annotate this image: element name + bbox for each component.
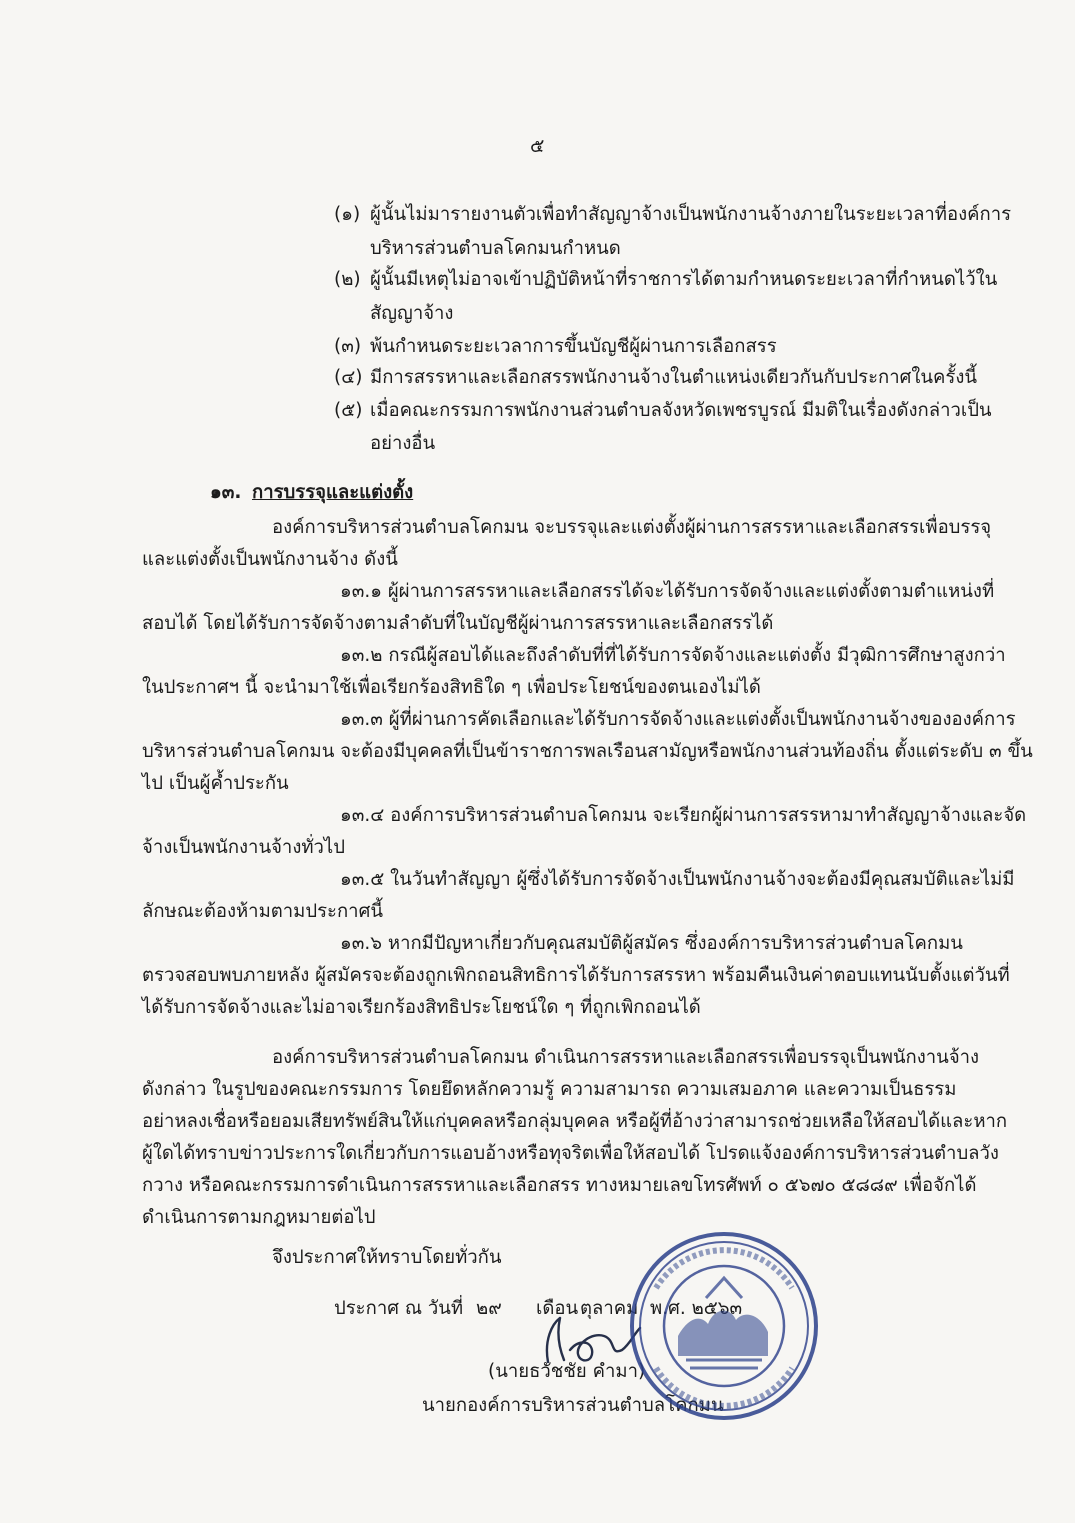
list-item-3-line1: พ้นกำหนดระยะเวลาการขึ้นบัญชีผู้ผ่านการเลือกสรร xyxy=(370,336,777,357)
section-number: ๑๓. xyxy=(210,482,242,503)
closing-line4: ผู้ใดได้ทราบข่าวประการใดเกี่ยวกับการแอบอ้างหรือทุจริตเพื่อให้สอบได้ โปรดแจ้งองค์การบริหารส่วนตำบลวัง xyxy=(142,1143,999,1164)
item-13-3-line2: บริหารส่วนตำบลโคกมน จะต้องมีบุคคลที่เป็นข้าราชการพลเรือนสามัญหรือพนักงานส่วนท้องถิ่น ตั้งแต่ระดับ ๓ ขึ้น xyxy=(142,741,1033,762)
list-item-1-line1: ผู้นั้นไม่มารายงานตัวเพื่อทำสัญญาจ้างเป็นพนักงานจ้างภายในระยะเวลาที่องค์การ xyxy=(370,204,1012,225)
item-13-1-line1: ๑๓.๑ ผู้ผ่านการสรรหาและเลือกสรรได้จะได้รับการจัดจ้างและแต่งตั้งตามตำแหน่งที่ xyxy=(340,581,995,602)
item-13-4-line2: จ้างเป็นพนักงานจ้างทั่วไป xyxy=(142,837,345,858)
section-intro-line2: และแต่งตั้งเป็นพนักงานจ้าง ดังนี้ xyxy=(142,549,398,570)
date-label: ประกาศ ณ วันที่ xyxy=(334,1298,464,1319)
item-13-5-line1: ๑๓.๕ ในวันทำสัญญา ผู้ซึ่งได้รับการจัดจ้างเป็นพนักงานจ้างจะต้องมีคุณสมบัติและไม่มี xyxy=(340,869,1015,890)
list-item-5-line2: อย่างอื่น xyxy=(370,433,436,454)
item-13-1-line2: สอบได้ โดยได้รับการจัดจ้างตามลำดับที่ในบัญชีผู้ผ่านการสรรหาและเลือกสรรได้ xyxy=(142,613,774,634)
page-number: ๕ xyxy=(530,135,545,157)
date-month: ตุลาคม xyxy=(580,1298,639,1319)
list-num-5: (๕) xyxy=(334,400,363,421)
date-month-label: เดือน xyxy=(536,1298,579,1319)
list-item-5-line1: เมื่อคณะกรรมการพนักงานส่วนตำบลจังหวัดเพชรบูรณ์ มีมติในเรื่องดังกล่าวเป็น xyxy=(370,400,992,421)
section-intro-line1: องค์การบริหารส่วนตำบลโคกมน จะบรรจุและแต่งตั้งผู้ผ่านการสรรหาและเลือกสรรเพื่อบรรจุ xyxy=(272,517,992,538)
list-item-4-line1: มีการสรรหาและเลือกสรรพนักงานจ้างในตำแหน่งเดียวกันกับประกาศในครั้งนี้ xyxy=(370,367,978,388)
item-13-5-line2: ลักษณะต้องห้ามตามประกาศนี้ xyxy=(142,901,383,922)
signer-title: นายกองค์การบริหารส่วนตำบลโคกมน xyxy=(422,1395,724,1416)
closing-line2: ดังกล่าว ในรูปของคณะกรรมการ โดยยึดหลักความรู้ ความสามารถ ความเสมอภาค และความเป็นธรรม xyxy=(142,1079,957,1100)
item-13-2-line1: ๑๓.๒ กรณีผู้สอบได้และถึงลำดับที่ที่ได้รับการจัดจ้างและแต่งตั้ง มีวุฒิการศึกษาสูงกว่า xyxy=(340,645,1006,666)
list-num-1: (๑) xyxy=(334,204,361,225)
item-13-2-line2: ในประกาศฯ นี้ จะนำมาใช้เพื่อเรียกร้องสิทธิใด ๆ เพื่อประโยชน์ของตนเองไม่ได้ xyxy=(142,677,761,698)
item-13-6-line3: ได้รับการจัดจ้างและไม่อาจเรียกร้องสิทธิประโยชน์ใด ๆ ที่ถูกเพิกถอนได้ xyxy=(142,997,701,1018)
item-13-6-line1: ๑๓.๖ หากมีปัญหาเกี่ยวกับคุณสมบัติผู้สมัคร ซึ่งองค์การบริหารส่วนตำบลโคกมน xyxy=(340,933,963,954)
date-day: ๒๙ xyxy=(476,1298,502,1319)
list-item-2-line1: ผู้นั้นมีเหตุไม่อาจเข้าปฏิบัติหน้าที่ราชการได้ตามกำหนดระยะเวลาที่กำหนดไว้ใน xyxy=(370,269,998,290)
closing-line5: กวาง หรือคณะกรรมการดำเนินการสรรหาและเลือกสรร ทางหมายเลขโทรศัพท์ ๐ ๕๖๗๐ ๕๘๘๙ เพื่อจักได้ xyxy=(142,1175,977,1196)
official-seal xyxy=(626,1228,822,1424)
announce-text: จึงประกาศให้ทราบโดยทั่วกัน xyxy=(272,1247,502,1268)
list-num-3: (๓) xyxy=(334,336,362,357)
date-year: พ.ศ. ๒๕๖๓ xyxy=(650,1298,743,1319)
list-item-1-line2: บริหารส่วนตำบลโคกมนกำหนด xyxy=(370,238,621,259)
signer-name: (นายธวัชชัย คำมา) xyxy=(488,1361,646,1382)
list-item-2-line2: สัญญาจ้าง xyxy=(370,303,454,324)
item-13-3-line3: ไป เป็นผู้ค้ำประกัน xyxy=(142,773,289,794)
list-num-4: (๔) xyxy=(334,367,363,388)
item-13-6-line2: ตรวจสอบพบภายหลัง ผู้สมัครจะต้องถูกเพิกถอนสิทธิการได้รับการสรรหา พร้อมคืนเงินค่าตอบแทนนับตั้งแต่วันที่ xyxy=(142,965,1010,986)
item-13-4-line1: ๑๓.๔ องค์การบริหารส่วนตำบลโคกมน จะเรียกผู้ผ่านการสรรหามาทำสัญญาจ้างและจัด xyxy=(340,805,1027,826)
closing-line6: ดำเนินการตามกฎหมายต่อไป xyxy=(142,1207,376,1228)
closing-line1: องค์การบริหารส่วนตำบลโคกมน ดำเนินการสรรหาและเลือกสรรเพื่อบรรจุเป็นพนักงานจ้าง xyxy=(272,1047,980,1068)
closing-line3: อย่าหลงเชื่อหรือยอมเสียทรัพย์สินให้แก่บุคคลหรือกลุ่มบุคคล หรือผู้ที่อ้างว่าสามารถช่วยเหลือให้สอบได้และหาก xyxy=(142,1111,1008,1132)
section-title: การบรรจุและแต่งตั้ง xyxy=(252,482,414,503)
list-num-2: (๒) xyxy=(334,269,361,290)
item-13-3-line1: ๑๓.๓ ผู้ที่ผ่านการคัดเลือกและได้รับการจัดจ้างและแต่งตั้งเป็นพนักงานจ้างขององค์การ xyxy=(340,709,1016,730)
